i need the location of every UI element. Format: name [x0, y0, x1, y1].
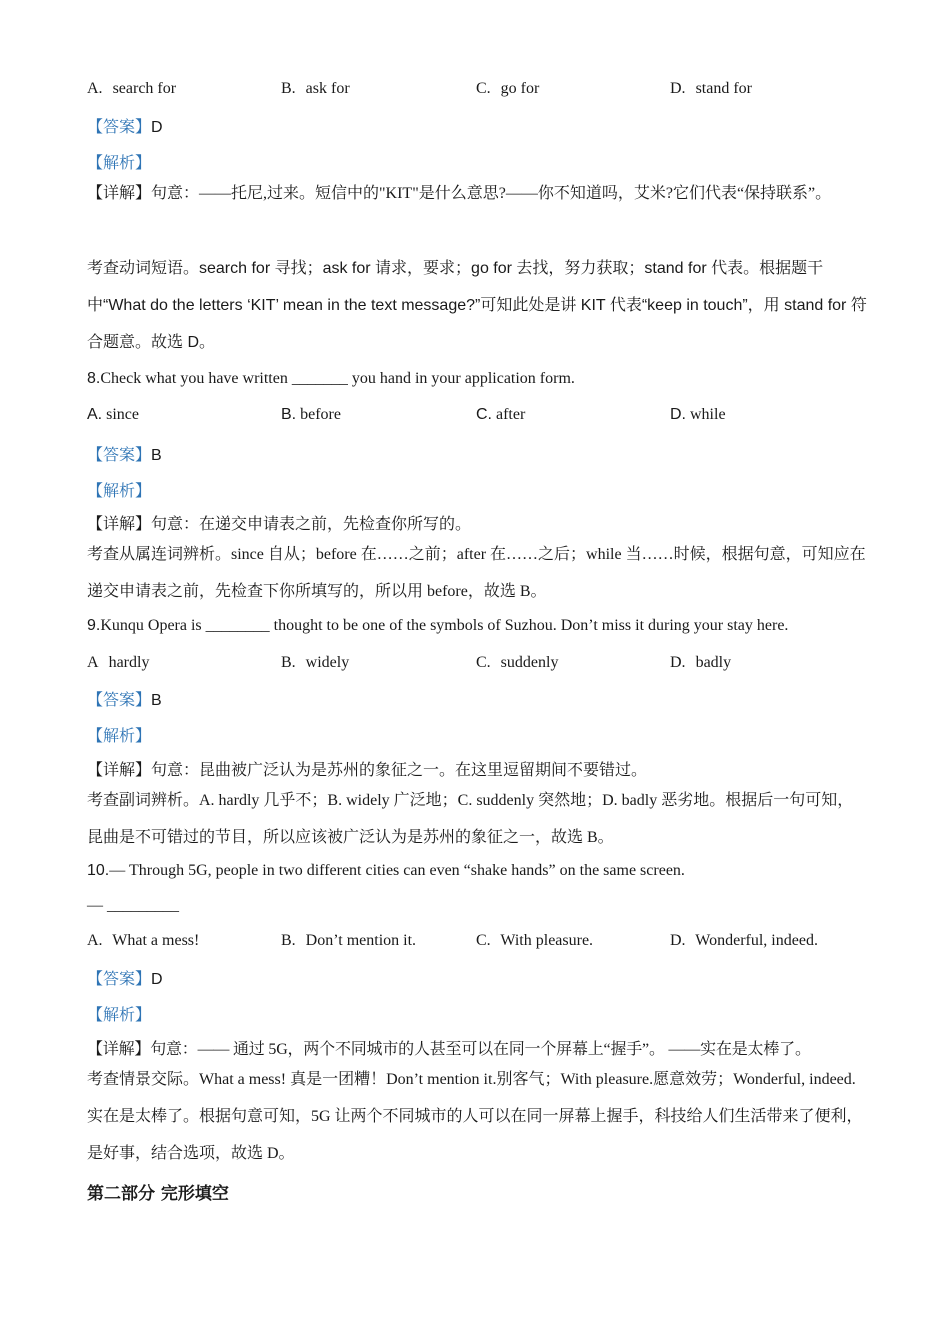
option-letter: A.: [87, 932, 103, 949]
q10-option-c: [476, 932, 593, 950]
option-letter: C.: [476, 80, 491, 97]
q9-explanation: 考查副词辨析。A. hardly 几乎不；B. widely 广泛地；C. suddenly 突然地；D. badly 恶劣地。根据后一句可知，昆曲是不可错过的节目，所以应该被广泛认为是苏州的象征之一，故选 B。: [87, 792, 854, 846]
q8-option-c: [476, 406, 525, 424]
option-letter: B.: [281, 406, 297, 423]
detail-label: 【详解】: [87, 762, 152, 779]
q8-option-a: [87, 406, 139, 424]
option-text: go for: [500, 80, 540, 97]
option-text: after: [496, 406, 526, 423]
q10-option-b: [281, 932, 416, 950]
answer-value: D: [151, 119, 163, 136]
option-text: badly: [695, 654, 732, 671]
option-text: while: [690, 406, 726, 423]
detail-text: 句意：——托尼,过来。短信中的"KIT"是什么意思?——你不知道吗，艾米?它们代表“保持联系”。: [151, 185, 832, 202]
option-text: stand for: [695, 80, 752, 97]
option-text: What a mess!: [112, 932, 200, 949]
q8-explanation: 考查从属连词辨析。since 自从；before 在……之前；after 在……之后；while 当……时候，根据句意，可知应在递交申请表之前，先检查下你所填写的，所以用 before，故选 B。: [87, 546, 866, 600]
option-text: With pleasure.: [500, 932, 594, 949]
q10-detail: [87, 1036, 811, 1059]
detail-text: 句意：—— 通过 5G，两个不同城市的人甚至可以在同一个屏幕上“握手”。 ——实在是太棒了。: [150, 1041, 811, 1058]
q7-option-c: [476, 80, 539, 98]
question-text: — Through 5G, people in two different cities can even “shake hands” on the same screen.: [109, 862, 685, 879]
q9-answer: [87, 687, 162, 710]
option-text: since: [106, 406, 139, 423]
answer-value: B: [151, 447, 162, 464]
option-letter: D.: [670, 654, 686, 671]
option-text: search for: [112, 80, 177, 97]
answer-label: 【答案】: [87, 445, 152, 464]
q7-detail: [87, 175, 867, 212]
option-letter: C.: [476, 932, 491, 949]
q10-blank-line: — _________: [87, 897, 179, 914]
option-letter: A: [87, 654, 99, 671]
q10-stem: [87, 862, 685, 880]
option-letter: C.: [476, 654, 491, 671]
q10-explanation: 考查情景交际。What a mess! 真是一团糟！Don’t mention it.别客气；With pleasure.愿意效劳；Wonderful, indeed.实在是太棒了。根据句意可知，5G 让两个不同城市的人可以在同一屏幕上握手，科技给人们生活带来了便利，是好事，结合选项，故选 D。: [87, 1071, 863, 1162]
question-number: 8.: [87, 370, 101, 387]
q8-analysis-label: 【解析】: [87, 481, 152, 500]
option-letter: A.: [87, 406, 103, 423]
q7-option-d: [670, 80, 752, 98]
detail-text: 句意：昆曲被广泛认为是苏州的象征之一。在这里逗留期间不要错过。: [151, 762, 648, 779]
option-letter: A.: [87, 80, 103, 97]
q9-option-c: [476, 654, 558, 672]
option-text: Don’t mention it.: [305, 932, 417, 949]
answer-label: 【答案】: [87, 969, 152, 988]
option-letter: C.: [476, 406, 492, 423]
q8-answer: [87, 442, 162, 465]
q7-option-b: [281, 80, 350, 98]
option-text: before: [300, 406, 341, 423]
option-letter: B.: [281, 932, 296, 949]
q10-option-d: [670, 932, 818, 950]
q10-option-a: [87, 932, 199, 950]
detail-label: 【详解】: [87, 516, 152, 533]
q8-detail: [87, 511, 471, 534]
detail-label: 【详解】: [87, 1041, 151, 1058]
q9-option-d: [670, 654, 731, 672]
q8-stem: [87, 370, 575, 388]
option-text: suddenly: [500, 654, 559, 671]
detail-label: 【详解】: [87, 185, 152, 202]
question-number: 9.: [87, 617, 101, 634]
option-text: Wonderful, indeed.: [695, 932, 818, 949]
q9-stem: [87, 617, 788, 635]
option-letter: D.: [670, 80, 686, 97]
question-text: Kunqu Opera is ________ thought to be one of the symbols of Suzhou. Don’t miss it during your stay here.: [100, 617, 789, 634]
q9-option-b: [281, 654, 349, 672]
option-text: hardly: [108, 654, 150, 671]
q9-option-a: [87, 654, 149, 672]
question-number: 10.: [87, 862, 110, 879]
q9-detail: [87, 757, 647, 780]
q10-answer: [87, 966, 163, 989]
option-letter: D.: [670, 406, 686, 423]
option-letter: D.: [670, 932, 686, 949]
detail-text: 句意：在递交申请表之前，先检查你所写的。: [151, 516, 472, 533]
q9-analysis-label: 【解析】: [87, 726, 152, 745]
option-letter: B.: [281, 80, 296, 97]
option-text: ask for: [305, 80, 350, 97]
q7-option-a: [87, 80, 176, 98]
answer-label: 【答案】: [87, 690, 152, 709]
q7-analysis-label: 【解析】: [87, 153, 152, 172]
q8-option-b: [281, 406, 341, 424]
option-letter: B.: [281, 654, 296, 671]
answer-value: B: [151, 692, 162, 709]
answer-label: 【答案】: [87, 117, 152, 136]
q7-answer: [87, 114, 163, 137]
q7-explanation: 考查动词短语。search for 寻找；ask for 请求，要求；go for 去找，努力获取；stand for 代表。根据题干中“What do the letters ‘KIT’ mean in the text message?”可知此处是讲 KIT 代表“keep in touch”，用 stand for 符合题意。故选 D。: [87, 260, 867, 351]
option-text: widely: [305, 654, 350, 671]
answer-value: D: [151, 971, 163, 988]
q10-analysis-label: 【解析】: [87, 1005, 152, 1024]
question-text: Check what you have written _______ you hand in your application form.: [100, 370, 575, 387]
q8-option-d: [670, 406, 726, 424]
section-title: 第二部分 完形填空: [87, 1184, 229, 1204]
